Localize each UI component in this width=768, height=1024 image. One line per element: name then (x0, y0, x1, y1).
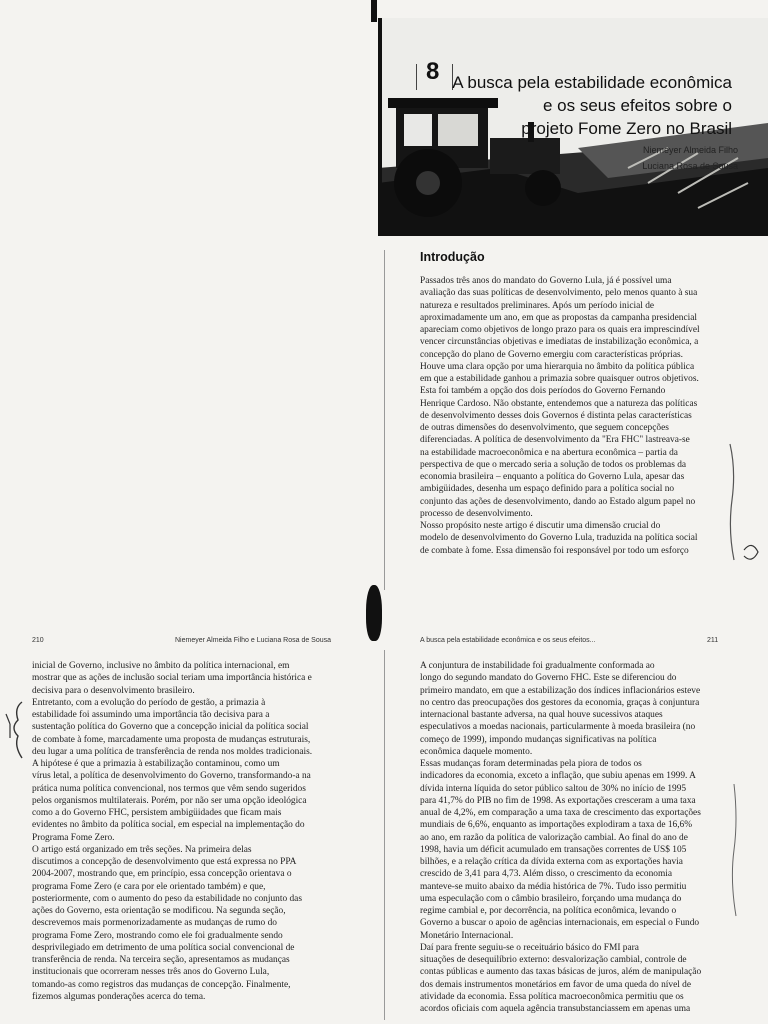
margin-bracket-lower-right (728, 780, 748, 920)
left-page-body: inicial de Governo, inclusive no âmbito da política internacional, em mostrar que as ações de inclusão social teriam uma importância histórica e decisiva para o desenvolvimento brasileiro. Entretanto, com a evolução do período de gestão, a primazia à estabilidade foi assumindo uma importância tão decisiva para a sustentação política do Governo que a concepção inicial da política social de combate à fome, marcadamente uma proposta de mudanças estruturais, deu lugar a uma política de transferência de renda nos moldes tradicionais. A hipótese é que a primazia à estabilização contaminou, como um vírus letal, a política de desenvolvimento do Governo, transformando-a na prática numa política convencional, nos termos que vêm sendo sugeridos pelos organismos multilaterais. Porém, por não ser uma opção ideológica como a do Governo FHC, persistem ambigüidades que ficam mais evidentes no âmbito da política social, em especial na implementação do Programa Fome Zero. O artigo está organizado em três seções. Na primeira delas discutimos a concepção de desenvolvimento que está expressa no PPA 2004-2007, mostrando que, em princípio, essa concepção orientava o programa Fome Zero (e cara por ele orientado também) e que, posteriormente, com o aumento do peso da estabilidade no conjunto das ações do Governo, esta orientação se modificou. Na segunda seção, descrevemos mais pormenorizadamente as mudanças de rumo do programa Fome Zero, mostrando como ele foi gradualmente sendo desprivilegiado em detrimento de uma política social convencional de transferência de renda. Na terceira seção, apresentamos as mudanças institucionais que ocorreram nesses três anos do Governo Lula, tomando-as como registros das mudanças de concepção. Finalmente, fizemos algumas ponderações acerca do tema. (32, 661, 313, 1002)
spine-line (384, 250, 385, 590)
intro-paragraphs: Passados três anos do mandato do Governo Lula, já é possível uma avaliação das suas políticas de desenvolvimento, pelo menos quanto à sua natureza e resultados preliminares. Após um período inicial de aproximadamente um ano, em que as propostas da campanha presidencial apareciam como objetivos de longo prazo para os quais era imprescindível vencer circunstâncias objetivas e imediatas de instabilização econômica, a concepção do plano de Governo emergiu com características próprias. Houve uma clara opção por uma hierarquia no âmbito da política pública em que a estabilidade ganhou a primazia sobre quaisquer outros objetivos. Esta foi também a opção dos dois períodos do Governo Fernando Henrique Cardoso. Não obstante, entendemos que a natureza das políticas de desenvolvimento desses dois Governos é distinta pelas características de outras dimensões do desenvolvimento, que seguem concepções diferenciadas. A política de desenvolvimento da "Era FHC" lastreava-se na estabilidade macroeconômica e na abertura econômica – partia da perspectiva de que o mercado seria a solução de todos os problemas da economia brasileira – enquanto a política do Governo Lula, apesar das ambigüidades, desenha um espaço definido para a política social no conjunto das ações de desenvolvimento, dando ao Estado algum papel no processo de desenvolvimento. Nosso propósito neste artigo é discutir uma dimensão crucial do modelo de desenvolvimento do Governo Lula, traduzida na política social de combate à fome. Essa dimensão foi responsável por todo um esforço (420, 276, 700, 556)
spine-mark-top (371, 0, 377, 22)
author-1: Niemeyer Almeida Filho (642, 145, 738, 155)
chapter-title-line-3: projeto Fome Zero no Brasil (521, 119, 732, 138)
running-head-right: A busca pela estabilidade econômica e os seus efeitos... (420, 637, 596, 644)
spine-blot (366, 585, 382, 641)
page-number-right: 211 (707, 637, 719, 644)
chapter-title-line-2: e os seus efeitos sobre o (542, 96, 732, 115)
chapter-number-rule (416, 64, 417, 90)
margin-bracket-left (4, 700, 30, 760)
spine-line-lower (384, 650, 385, 1020)
margin-bracket-right (722, 440, 762, 570)
chapter-number: 8 (426, 58, 440, 85)
author-2: Luciana Rosa de Sousa (642, 161, 738, 171)
page-number-left: 210 (32, 637, 44, 644)
chapter-title-line-1: A busca pela estabilidade econômica (452, 73, 732, 92)
right-page-body: A conjuntura de instabilidade foi gradualmente conformada ao longo do segundo mandato do Governo FHC. Este se diferenciou do primeiro mandato, em que a estabilização dos índices inflacionários esteve no centro das preocupações dos gestores da economia, graças à conjuntura internacional bastante adversa, na qual houve sucessivos ataques especulativos a moedas nacionais, particularmente à moeda brasileira (no começo de 1999), impondo mudanças significativas na política econômica daquele momento. Essas mudanças foram determinadas pela piora de todos os indicadores da economia, exceto a inflação, que subiu apenas em 1999. A dívida interna líquida do setor público saltou de 30% no início de 1995 para 41,7% do PIB no fim de 1998. As exportações cresceram a uma taxa anual de 4,2%, em comparação a uma taxa de crescimento das exportações mundiais de 6,6%, enquanto as importações explodiram a taxa de 16,6% ao ano, em razão da política de valorização cambial. Ao final do ano de 1998, havia um déficit acumulado em transações correntes de US$ 105 bilhões, e a relação crítica da dívida externa com as exportações havia crescido de 3,41 para 4,73. Além disso, o crescimento da economia manteve-se muito abaixo da média histórica de 7%. Tudo isso permitiu uma especulação com o câmbio brasileiro, forçando uma mudança do regime cambial e, por decorrência, na política econômica, levando o Governo a buscar o apoio de agências internacionais, em especial o Fundo Monetário Internacional. Daí para frente seguiu-se o receituário básico do FMI para situações de desequilíbrio externo: desvalorização cambial, controle de contas públicas e aumento das taxas básicas de juros, além de manipulação dos demais instrumentos monetários em favor de uma queda do nível de atividade da economia. Essa política macroeconômica permitiu que os acordos oficiais com aquela agência transubstanciassem em apenas uma (420, 661, 702, 1014)
section-heading: Introdução (420, 250, 485, 264)
running-head-left: Niemeyer Almeida Filho e Luciana Rosa de Sousa (175, 637, 332, 644)
